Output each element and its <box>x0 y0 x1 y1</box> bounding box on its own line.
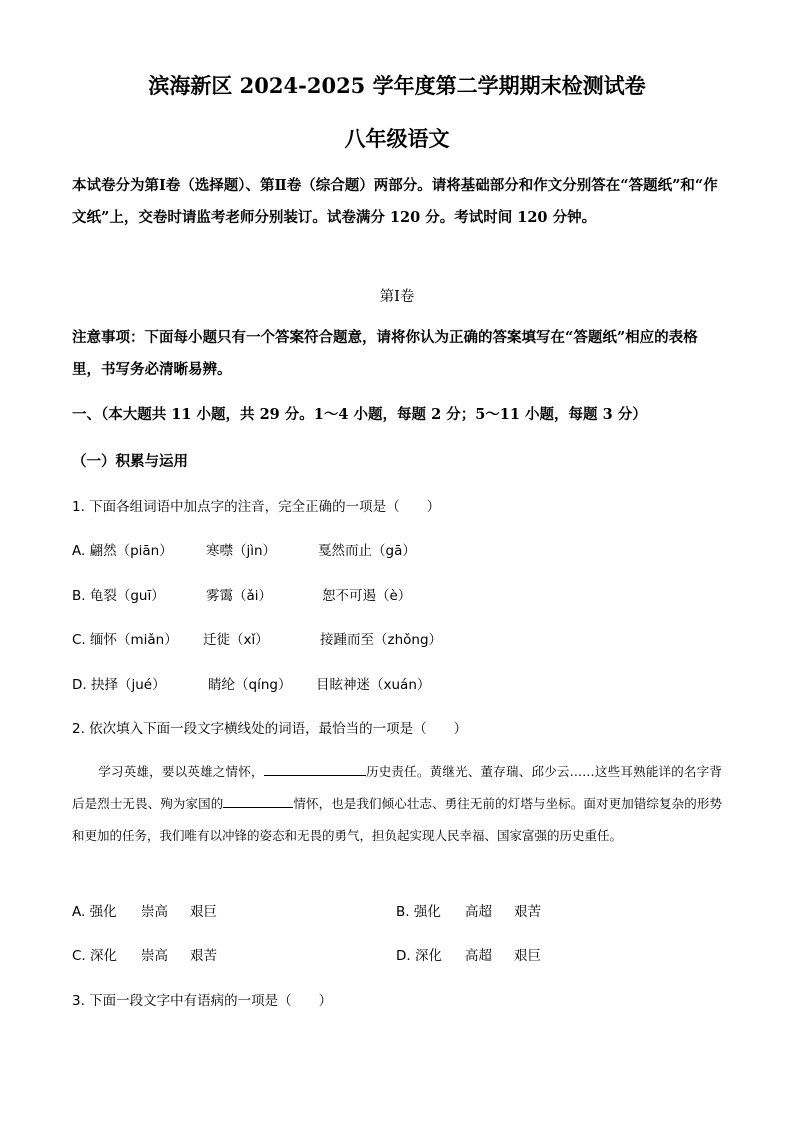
q2-option-c-word-1: C. 深化 <box>72 948 118 964</box>
q1-option-b-word-1: B. 龟裂（guī） <box>72 588 165 604</box>
q1-option-c-word-1: C. 缅怀（miǎn） <box>72 632 178 648</box>
q1-option-a-word-3: 戛然而止（gā） <box>318 543 416 559</box>
q1-option-c-word-2: 迁徙（xǐ） <box>203 632 269 648</box>
q1-option-c-word-3: 接踵而至（zhǒng） <box>320 632 443 648</box>
q2-option-c-word-2: 崇高 <box>141 948 168 964</box>
q2-option-b-word-3: 艰苦 <box>514 904 541 920</box>
q1-option-a-word-2: 寒噤（jìn） <box>206 543 277 559</box>
exam-title: 滨海新区 2024-2025 学年度第二学期期末检测试卷 <box>148 73 646 98</box>
q2-option-a-word-2: 崇高 <box>141 904 168 920</box>
subsection-heading: （一）积累与运用 <box>72 453 188 470</box>
question-3-stem: 3. 下面一段文字中有语病的一项是（ ） <box>72 993 333 1009</box>
q1-option-a-word-1: A. 翩然（piān） <box>72 543 173 559</box>
q2-option-b-word-1: B. 强化 <box>396 904 441 920</box>
q2-option-b-word-2: 高超 <box>465 904 492 920</box>
q1-option-d-word-3: 目眩神迷（xuán） <box>316 677 431 693</box>
q2-option-d-word-3: 艰巨 <box>514 948 541 964</box>
exam-subtitle: 八年级语文 <box>344 126 450 151</box>
fill-blank-2 <box>223 795 293 808</box>
question-2-passage <box>72 756 722 852</box>
volume-heading: 第Ⅰ卷 <box>379 289 415 305</box>
fill-blank-1 <box>264 763 366 776</box>
question-1-stem: 1. 下面各组词语中加点字的注音，完全正确的一项是（ ） <box>72 499 441 515</box>
notice-text: 注意事项：下面每小题只有一个答案符合题意，请将你认为正确的答案填写在“答题纸”相应的表格里，书写务必清晰易辨。 <box>72 329 698 378</box>
passage-part-1: 学习英雄，要以英雄之情怀， <box>98 764 264 779</box>
q2-option-a-word-3: 艰巨 <box>190 904 217 920</box>
q2-option-d-word-1: D. 深化 <box>396 948 442 964</box>
q1-option-d-word-2: 睛纶（qíng） <box>208 677 292 693</box>
section-heading: 一、（本大题共 11 小题，共 29 分。1～4 小题，每题 2 分；5～11 小题，每题 3 分） <box>72 406 647 423</box>
exam-instructions: 本试卷分为第Ⅰ卷（选择题）、第Ⅱ卷（综合题）两部分。请将基础部分和作文分别答在“答题纸”和“作文纸”上，交卷时请监考老师分别装订。试卷满分 120 分。考试时间 120 分钟。 <box>72 177 718 226</box>
q1-option-b-word-3: 恕不可遏（è） <box>322 588 412 604</box>
q1-option-d-word-1: D. 抉择（jué） <box>72 677 166 693</box>
q2-option-d-word-2: 高超 <box>465 948 492 964</box>
question-2-stem: 2. 依次填入下面一段文字横线处的词语，最恰当的一项是（ ） <box>72 721 468 737</box>
q1-option-b-word-2: 雾霭（ǎi） <box>206 588 273 604</box>
q2-option-c-word-3: 艰苦 <box>190 948 217 964</box>
passage-part-3: 情怀，也是我们倾心壮志、勇往无前的灯塔与坐标。面对更加错综复杂的形势和更加的任务，我们唯有以冲锋的姿态和无畏的勇气，担负起实现人民幸福、国家富强的历史重任。 <box>72 796 722 843</box>
passage-part-2: 历史责任。黄继光、董存瑞、邱少云……这些耳熟能详的名字背后是烈士无畏、殉为家国的 <box>72 764 722 811</box>
q2-option-a-word-1: A. 强化 <box>72 904 117 920</box>
